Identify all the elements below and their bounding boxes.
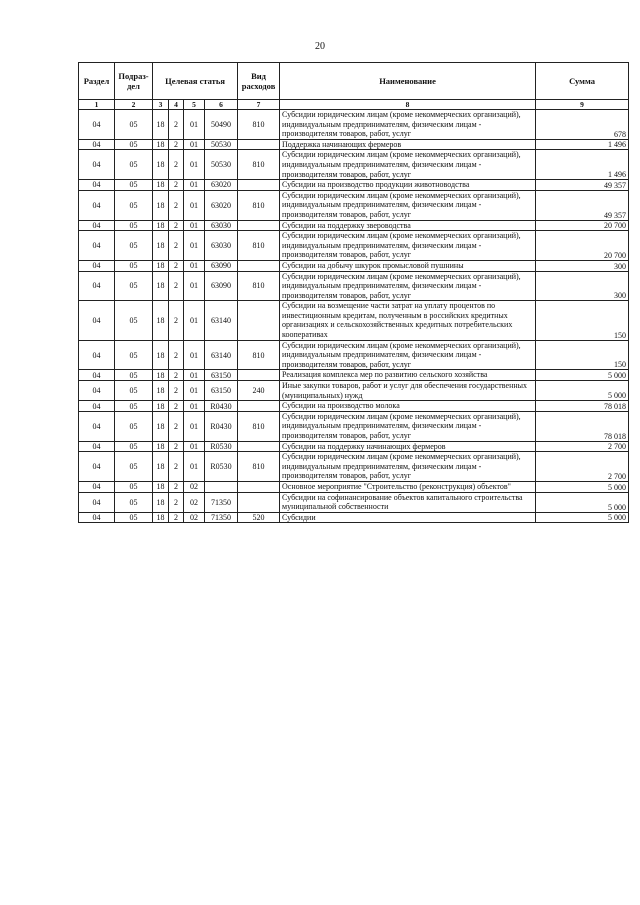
podrazdel-cell: 05 — [115, 260, 153, 271]
subprogram-code-cell: 2 — [169, 150, 184, 180]
event-code-cell: 01 — [184, 231, 205, 261]
summa-cell: 1 496 — [536, 139, 629, 150]
header-row — [79, 63, 629, 100]
event-code-cell: 01 — [184, 340, 205, 370]
podrazdel-cell: 05 — [115, 452, 153, 482]
direction-code-cell: 63030 — [205, 220, 238, 231]
event-code-cell: 01 — [184, 260, 205, 271]
program-code-cell: 18 — [153, 231, 169, 261]
event-code-cell: 01 — [184, 401, 205, 412]
direction-code-cell: R0530 — [205, 452, 238, 482]
vid-rashodov-cell: 810 — [238, 340, 280, 370]
razdel-cell: 04 — [79, 452, 115, 482]
col-number: 7 — [238, 100, 280, 110]
event-code-cell: 01 — [184, 411, 205, 441]
podrazdel-cell: 05 — [115, 512, 153, 523]
podrazdel-cell: 05 — [115, 220, 153, 231]
summa-cell: 78 018 — [536, 401, 629, 412]
direction-code-cell — [205, 481, 238, 492]
direction-code-cell: 71350 — [205, 512, 238, 523]
header-vid-rashodov: Вид расходов — [238, 63, 280, 100]
column-number-row — [79, 100, 629, 110]
summa-cell: 49 357 — [536, 190, 629, 220]
direction-code-cell: 50490 — [205, 110, 238, 140]
program-code-cell: 18 — [153, 452, 169, 482]
direction-code-cell: 71350 — [205, 492, 238, 512]
program-code-cell: 18 — [153, 180, 169, 191]
table-row — [79, 381, 629, 401]
event-code-cell: 01 — [184, 139, 205, 150]
direction-code-cell: 63030 — [205, 231, 238, 261]
naimenovanie-cell: Субсидии на поддержку начинающих фермеров — [280, 441, 536, 452]
podrazdel-cell: 05 — [115, 340, 153, 370]
direction-code-cell: 63090 — [205, 260, 238, 271]
program-code-cell: 18 — [153, 481, 169, 492]
col-number: 2 — [115, 100, 153, 110]
podrazdel-cell: 05 — [115, 271, 153, 301]
subprogram-code-cell: 2 — [169, 260, 184, 271]
subprogram-code-cell: 2 — [169, 139, 184, 150]
summa-cell: 5 000 — [536, 370, 629, 381]
summa-cell: 1 496 — [536, 150, 629, 180]
podrazdel-cell: 05 — [115, 401, 153, 412]
table-row — [79, 340, 629, 370]
table-body — [79, 110, 629, 523]
summa-cell: 150 — [536, 340, 629, 370]
table-row — [79, 301, 629, 340]
event-code-cell: 01 — [184, 441, 205, 452]
table-row — [79, 231, 629, 261]
table-row — [79, 190, 629, 220]
program-code-cell: 18 — [153, 139, 169, 150]
naimenovanie-cell: Субсидии юридическим лицам (кроме некоммерческих организаций), индивидуальным предпринимателям, физическим лицам - производителям товаров, работ, услуг — [280, 452, 536, 482]
vid-rashodov-cell — [238, 401, 280, 412]
vid-rashodov-cell: 810 — [238, 271, 280, 301]
subprogram-code-cell: 2 — [169, 492, 184, 512]
subprogram-code-cell: 2 — [169, 481, 184, 492]
event-code-cell: 01 — [184, 180, 205, 191]
razdel-cell: 04 — [79, 370, 115, 381]
podrazdel-cell: 05 — [115, 139, 153, 150]
naimenovanie-cell: Основное мероприятие "Строительство (реконструкция) объектов" — [280, 481, 536, 492]
direction-code-cell: R0430 — [205, 401, 238, 412]
program-code-cell: 18 — [153, 441, 169, 452]
direction-code-cell: 63020 — [205, 180, 238, 191]
razdel-cell: 04 — [79, 260, 115, 271]
table-row — [79, 481, 629, 492]
program-code-cell: 18 — [153, 512, 169, 523]
subprogram-code-cell: 2 — [169, 370, 184, 381]
table-row — [79, 441, 629, 452]
summa-cell: 2 700 — [536, 441, 629, 452]
summa-cell: 150 — [536, 301, 629, 340]
naimenovanie-cell: Субсидии на производство продукции животноводства — [280, 180, 536, 191]
program-code-cell: 18 — [153, 411, 169, 441]
naimenovanie-cell: Субсидии юридическим лицам (кроме некоммерческих организаций), индивидуальным предпринимателям, физическим лицам - производителям товаров, работ, услуг — [280, 271, 536, 301]
table-row — [79, 492, 629, 512]
program-code-cell: 18 — [153, 370, 169, 381]
table-row — [79, 401, 629, 412]
naimenovanie-cell: Субсидии юридическим лицам (кроме некоммерческих организаций), индивидуальным предпринимателям, физическим лицам - производителям товаров, работ, услуг — [280, 340, 536, 370]
col-number: 3 — [153, 100, 169, 110]
razdel-cell: 04 — [79, 512, 115, 523]
summa-cell: 78 018 — [536, 411, 629, 441]
subprogram-code-cell: 2 — [169, 220, 184, 231]
razdel-cell: 04 — [79, 441, 115, 452]
event-code-cell: 01 — [184, 301, 205, 340]
subprogram-code-cell: 2 — [169, 301, 184, 340]
subprogram-code-cell: 2 — [169, 411, 184, 441]
vid-rashodov-cell — [238, 301, 280, 340]
header-razdel: Раздел — [79, 63, 115, 100]
subprogram-code-cell: 2 — [169, 441, 184, 452]
razdel-cell: 04 — [79, 381, 115, 401]
direction-code-cell: 63150 — [205, 381, 238, 401]
podrazdel-cell: 05 — [115, 190, 153, 220]
vid-rashodov-cell: 240 — [238, 381, 280, 401]
direction-code-cell: R0530 — [205, 441, 238, 452]
razdel-cell: 04 — [79, 190, 115, 220]
event-code-cell: 01 — [184, 110, 205, 140]
summa-cell: 2 700 — [536, 452, 629, 482]
direction-code-cell: R0430 — [205, 411, 238, 441]
table-row — [79, 180, 629, 191]
razdel-cell: 04 — [79, 231, 115, 261]
vid-rashodov-cell — [238, 220, 280, 231]
podrazdel-cell: 05 — [115, 411, 153, 441]
direction-code-cell: 63090 — [205, 271, 238, 301]
program-code-cell: 18 — [153, 492, 169, 512]
program-code-cell: 18 — [153, 271, 169, 301]
subprogram-code-cell: 2 — [169, 452, 184, 482]
header-naimenovanie: Наименование — [280, 63, 536, 100]
table-row — [79, 150, 629, 180]
program-code-cell: 18 — [153, 150, 169, 180]
subprogram-code-cell: 2 — [169, 190, 184, 220]
naimenovanie-cell: Субсидии на поддержку звероводства — [280, 220, 536, 231]
event-code-cell: 01 — [184, 190, 205, 220]
vid-rashodov-cell: 810 — [238, 411, 280, 441]
vid-rashodov-cell — [238, 180, 280, 191]
program-code-cell: 18 — [153, 340, 169, 370]
razdel-cell: 04 — [79, 481, 115, 492]
razdel-cell: 04 — [79, 411, 115, 441]
subprogram-code-cell: 2 — [169, 340, 184, 370]
event-code-cell: 02 — [184, 492, 205, 512]
col-number: 6 — [205, 100, 238, 110]
razdel-cell: 04 — [79, 139, 115, 150]
naimenovanie-cell: Субсидии на производство молока — [280, 401, 536, 412]
direction-code-cell: 63140 — [205, 301, 238, 340]
direction-code-cell: 63140 — [205, 340, 238, 370]
table-row — [79, 260, 629, 271]
razdel-cell: 04 — [79, 180, 115, 191]
naimenovanie-cell: Субсидии юридическим лицам (кроме некоммерческих организаций), индивидуальным предпринимателям, физическим лицам - производителям товаров, работ, услуг — [280, 190, 536, 220]
table-row — [79, 411, 629, 441]
razdel-cell: 04 — [79, 492, 115, 512]
subprogram-code-cell: 2 — [169, 231, 184, 261]
vid-rashodov-cell — [238, 481, 280, 492]
subprogram-code-cell: 2 — [169, 401, 184, 412]
program-code-cell: 18 — [153, 260, 169, 271]
summa-cell: 678 — [536, 110, 629, 140]
vid-rashodov-cell: 810 — [238, 231, 280, 261]
vid-rashodov-cell — [238, 370, 280, 381]
podrazdel-cell: 05 — [115, 481, 153, 492]
table-row — [79, 512, 629, 523]
summa-cell: 5 000 — [536, 381, 629, 401]
event-code-cell: 01 — [184, 150, 205, 180]
subprogram-code-cell: 2 — [169, 110, 184, 140]
program-code-cell: 18 — [153, 381, 169, 401]
naimenovanie-cell: Субсидии — [280, 512, 536, 523]
naimenovanie-cell: Субсидии на добычу шкурок промысловой пушнины — [280, 260, 536, 271]
naimenovanie-cell: Субсидии юридическим лицам (кроме некоммерческих организаций), индивидуальным предпринимателям, физическим лицам - производителям товаров, работ, услуг — [280, 411, 536, 441]
podrazdel-cell: 05 — [115, 441, 153, 452]
subprogram-code-cell: 2 — [169, 180, 184, 191]
podrazdel-cell: 05 — [115, 231, 153, 261]
col-number: 1 — [79, 100, 115, 110]
budget-table — [78, 62, 629, 523]
summa-cell: 5 000 — [536, 512, 629, 523]
table-row — [79, 139, 629, 150]
podrazdel-cell: 05 — [115, 370, 153, 381]
event-code-cell: 01 — [184, 452, 205, 482]
razdel-cell: 04 — [79, 301, 115, 340]
col-number: 8 — [280, 100, 536, 110]
col-number: 9 — [536, 100, 629, 110]
table-row — [79, 452, 629, 482]
podrazdel-cell: 05 — [115, 150, 153, 180]
naimenovanie-cell: Поддержка начинающих фермеров — [280, 139, 536, 150]
table-row — [79, 370, 629, 381]
naimenovanie-cell: Субсидии на софинансирование объектов капитального строительства муниципальной собственности — [280, 492, 536, 512]
vid-rashodov-cell — [238, 492, 280, 512]
summa-cell: 5 000 — [536, 481, 629, 492]
direction-code-cell: 50530 — [205, 139, 238, 150]
naimenovanie-cell: Субсидии юридическим лицам (кроме некоммерческих организаций), индивидуальным предпринимателям, физическим лицам - производителям товаров, работ, услуг — [280, 231, 536, 261]
razdel-cell: 04 — [79, 271, 115, 301]
event-code-cell: 01 — [184, 271, 205, 301]
subprogram-code-cell: 2 — [169, 271, 184, 301]
vid-rashodov-cell — [238, 260, 280, 271]
subprogram-code-cell: 2 — [169, 381, 184, 401]
vid-rashodov-cell: 810 — [238, 150, 280, 180]
header-podrazdel: Подраз-дел — [115, 63, 153, 100]
subprogram-code-cell: 2 — [169, 512, 184, 523]
vid-rashodov-cell: 810 — [238, 452, 280, 482]
naimenovanie-cell: Реализация комплекса мер по развитию сельского хозяйства — [280, 370, 536, 381]
razdel-cell: 04 — [79, 340, 115, 370]
program-code-cell: 18 — [153, 110, 169, 140]
event-code-cell: 02 — [184, 512, 205, 523]
header-summa: Сумма — [536, 63, 629, 100]
col-number: 5 — [184, 100, 205, 110]
naimenovanie-cell: Субсидии на возмещение части затрат на уплату процентов по инвестиционным кредитам, полученным в российских кредитных организациях и сельскохозяйственных кредитных потребительских кооперативах — [280, 301, 536, 340]
event-code-cell: 02 — [184, 481, 205, 492]
razdel-cell: 04 — [79, 110, 115, 140]
razdel-cell: 04 — [79, 150, 115, 180]
naimenovanie-cell: Субсидии юридическим лицам (кроме некоммерческих организаций), индивидуальным предпринимателям, физическим лицам - производителям товаров, работ, услуг — [280, 110, 536, 140]
page-number: 20 — [315, 41, 325, 52]
vid-rashodov-cell: 810 — [238, 110, 280, 140]
table-row — [79, 220, 629, 231]
podrazdel-cell: 05 — [115, 492, 153, 512]
summa-cell: 20 700 — [536, 220, 629, 231]
event-code-cell: 01 — [184, 220, 205, 231]
program-code-cell: 18 — [153, 401, 169, 412]
col-number: 4 — [169, 100, 184, 110]
podrazdel-cell: 05 — [115, 110, 153, 140]
razdel-cell: 04 — [79, 220, 115, 231]
summa-cell: 5 000 — [536, 492, 629, 512]
summa-cell: 49 357 — [536, 180, 629, 191]
direction-code-cell: 50530 — [205, 150, 238, 180]
table-row — [79, 271, 629, 301]
vid-rashodov-cell — [238, 139, 280, 150]
podrazdel-cell: 05 — [115, 381, 153, 401]
naimenovanie-cell: Субсидии юридическим лицам (кроме некоммерческих организаций), индивидуальным предпринимателям, физическим лицам - производителям товаров, работ, услуг — [280, 150, 536, 180]
program-code-cell: 18 — [153, 301, 169, 340]
podrazdel-cell: 05 — [115, 180, 153, 191]
header-celevaya-statya: Целевая статья — [153, 63, 238, 100]
summa-cell: 300 — [536, 260, 629, 271]
direction-code-cell: 63020 — [205, 190, 238, 220]
vid-rashodov-cell — [238, 441, 280, 452]
vid-rashodov-cell: 520 — [238, 512, 280, 523]
direction-code-cell: 63150 — [205, 370, 238, 381]
razdel-cell: 04 — [79, 401, 115, 412]
naimenovanie-cell: Иные закупки товаров, работ и услуг для обеспечения государственных (муниципальных) нужд — [280, 381, 536, 401]
vid-rashodov-cell: 810 — [238, 190, 280, 220]
program-code-cell: 18 — [153, 220, 169, 231]
podrazdel-cell: 05 — [115, 301, 153, 340]
event-code-cell: 01 — [184, 370, 205, 381]
table-row — [79, 110, 629, 140]
event-code-cell: 01 — [184, 381, 205, 401]
summa-cell: 20 700 — [536, 231, 629, 261]
summa-cell: 300 — [536, 271, 629, 301]
program-code-cell: 18 — [153, 190, 169, 220]
